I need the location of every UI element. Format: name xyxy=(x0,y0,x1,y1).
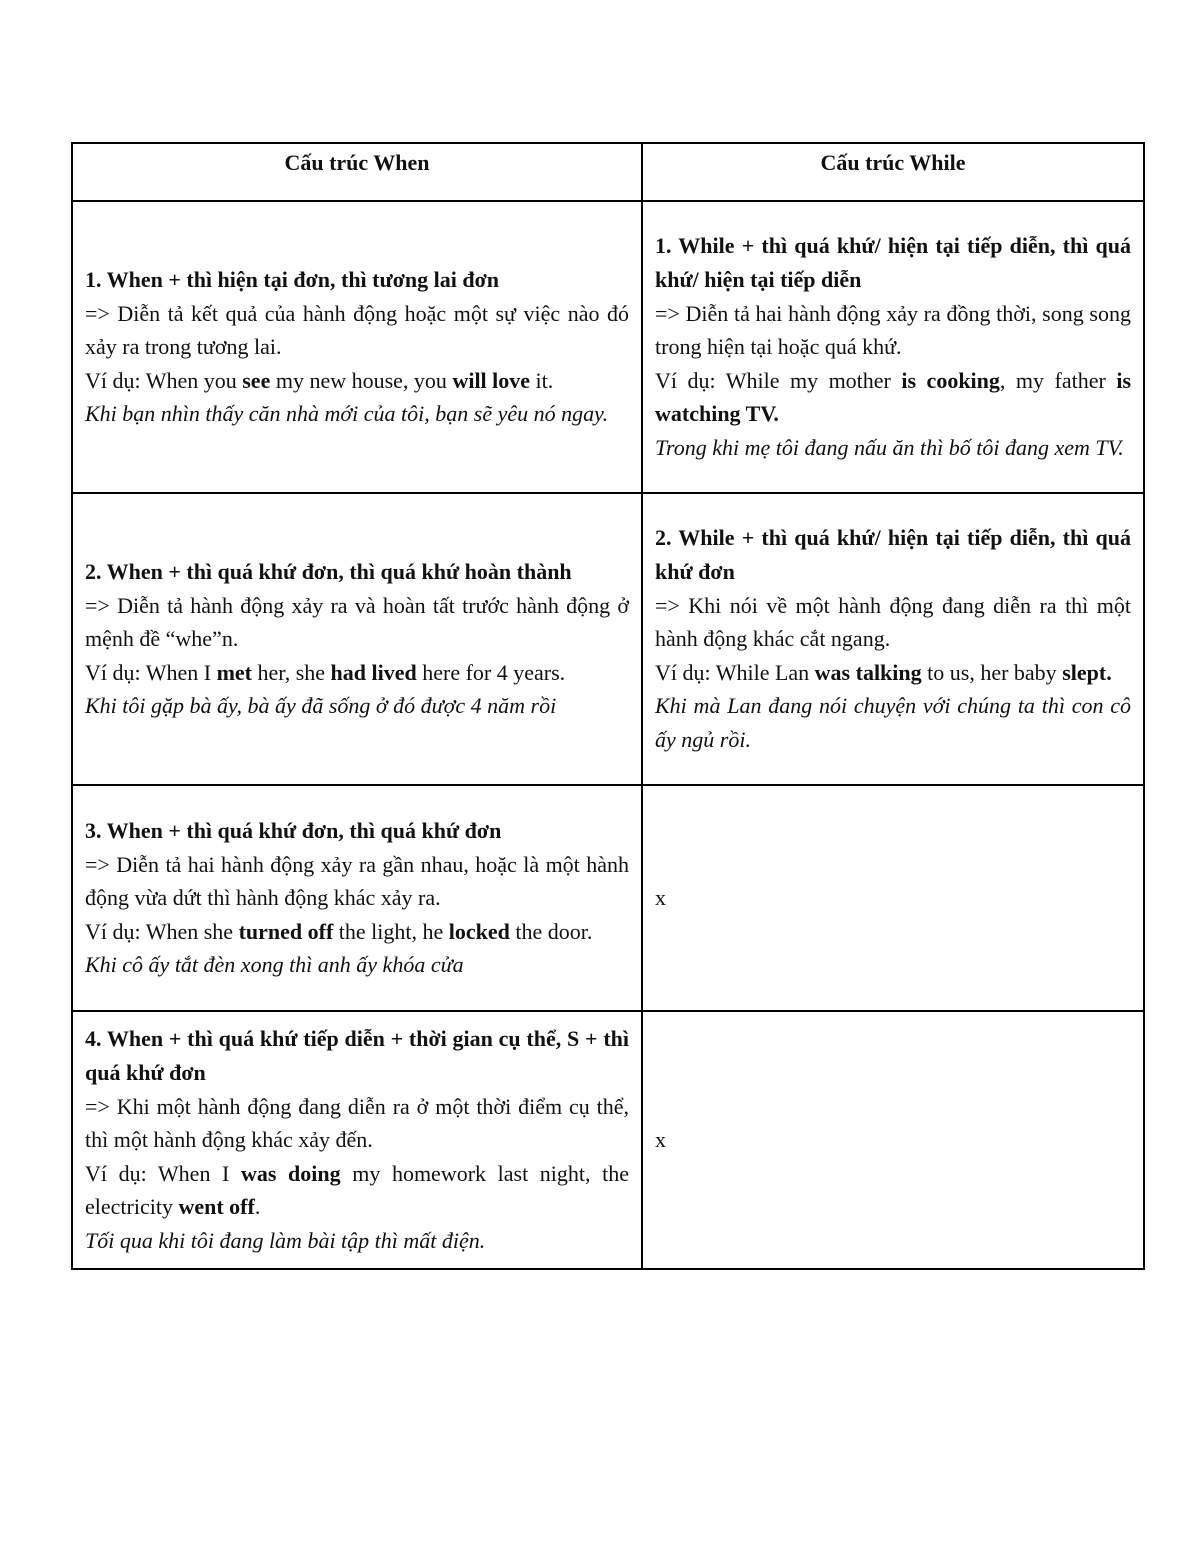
example-text: my homework last night, the electricity xyxy=(85,1160,629,1220)
structure-explanation: => Khi một hành động đang diễn ra ở một thời điểm cụ thể, thì một hành động khác xảy đến. xyxy=(85,1093,629,1153)
example-text: Ví dụ: When you xyxy=(85,367,243,393)
example-text: , my father xyxy=(999,367,1117,393)
structure-explanation: => Diễn tả hai hành động xảy ra gần nhau, hoặc là một hành động vừa dứt thì hành động khác xảy ra. xyxy=(85,851,629,911)
header-when: Cấu trúc When xyxy=(72,143,642,201)
example-text: Ví dụ: When I xyxy=(85,1160,241,1186)
table-header-row xyxy=(72,143,1144,201)
example-sentence xyxy=(655,364,1131,431)
example-text: it. xyxy=(530,367,554,393)
table-row xyxy=(72,1011,1144,1269)
example-text: Ví dụ: When she xyxy=(85,918,239,944)
comparison-table xyxy=(71,142,1145,1270)
example-sentence xyxy=(85,656,629,690)
example-verb: turned off xyxy=(238,918,334,944)
example-translation: Khi bạn nhìn thấy căn nhà mới của tôi, bạn sẽ yêu nó ngay. xyxy=(85,401,609,427)
table-row xyxy=(72,201,1144,493)
when-cell xyxy=(72,201,642,493)
example-translation: Khi cô ấy tắt đèn xong thì anh ấy khóa cửa xyxy=(85,952,464,978)
structure-heading: 2. When + thì quá khứ đơn, thì quá khứ hoàn thành xyxy=(85,559,572,585)
example-translation: Tối qua khi tôi đang làm bài tập thì mất điện. xyxy=(85,1227,486,1253)
example-translation: Khi mà Lan đang nói chuyện với chúng ta thì con cô ấy ngủ rồi. xyxy=(655,693,1131,752)
structure-heading: 4. When + thì quá khứ tiếp diễn + thời gian cụ thể, S + thì quá khứ đơn xyxy=(85,1026,629,1086)
table-row xyxy=(72,493,1144,785)
structure-explanation: => Diễn tả kết quả của hành động hoặc một sự việc nào đó xảy ra trong tương lai. xyxy=(85,300,629,360)
when-cell xyxy=(72,1011,642,1269)
while-cell xyxy=(642,493,1144,785)
example-text: my new house, you xyxy=(270,367,453,393)
while-cell xyxy=(642,201,1144,493)
example-verb: was doing xyxy=(240,1160,341,1186)
example-verb: see xyxy=(242,367,271,393)
structure-heading: 3. When + thì quá khứ đơn, thì quá khứ đơn xyxy=(85,818,502,844)
structure-heading: 1. When + thì hiện tại đơn, thì tương lai đơn xyxy=(85,267,499,293)
example-sentence xyxy=(85,1157,629,1224)
example-verb: is watching xyxy=(655,367,1132,427)
example-text: the light, he xyxy=(333,918,449,944)
example-verb: slept. xyxy=(1062,659,1112,685)
header-while: Cấu trúc While xyxy=(642,143,1144,201)
example-verb: went off xyxy=(178,1194,255,1220)
structure-explanation: => Khi nói về một hành động đang diễn ra thì một hành động khác cắt ngang. xyxy=(655,592,1131,652)
empty-marker: x xyxy=(655,1127,666,1153)
when-cell xyxy=(72,493,642,785)
example-text: TV. xyxy=(740,401,779,427)
while-cell-empty xyxy=(642,1011,1144,1269)
example-text: her, she xyxy=(252,659,331,685)
example-translation: Khi tôi gặp bà ấy, bà ấy đã sống ở đó được 4 năm rồi xyxy=(85,693,557,719)
example-text: Ví dụ: When I xyxy=(85,659,217,685)
structure-heading: 1. While + thì quá khứ/ hiện tại tiếp diễn, thì quá khứ/ hiện tại tiếp diễn xyxy=(655,233,1131,293)
example-translation: Trong khi mẹ tôi đang nấu ăn thì bố tôi đang xem TV. xyxy=(655,434,1124,460)
example-text: the door. xyxy=(509,918,593,944)
example-text: to us, her baby xyxy=(921,659,1063,685)
example-sentence xyxy=(655,656,1131,690)
structure-explanation: => Diễn tả hành động xảy ra và hoàn tất trước hành động ở mệnh đề “whe”n. xyxy=(85,592,629,652)
example-verb: had lived xyxy=(330,659,417,685)
while-cell-empty xyxy=(642,785,1144,1011)
example-text: Ví dụ: While my mother xyxy=(655,367,902,393)
example-verb: was talking xyxy=(814,659,922,685)
example-sentence xyxy=(85,915,629,949)
structure-explanation: => Diễn tả hai hành động xảy ra đồng thời, song song trong hiện tại hoặc quá khứ. xyxy=(655,300,1131,360)
empty-marker: x xyxy=(655,885,666,911)
structure-heading: 2. While + thì quá khứ/ hiện tại tiếp diễn, thì quá khứ đơn xyxy=(655,525,1131,585)
when-cell xyxy=(72,785,642,1011)
example-verb: will love xyxy=(452,367,531,393)
example-verb: is cooking xyxy=(901,367,1000,393)
table-row xyxy=(72,785,1144,1011)
example-verb: met xyxy=(216,659,252,685)
example-text: Ví dụ: While Lan xyxy=(655,659,815,685)
example-verb: locked xyxy=(448,918,510,944)
example-text: . xyxy=(254,1194,261,1220)
example-sentence xyxy=(85,364,629,398)
example-text: here for 4 years. xyxy=(416,659,566,685)
